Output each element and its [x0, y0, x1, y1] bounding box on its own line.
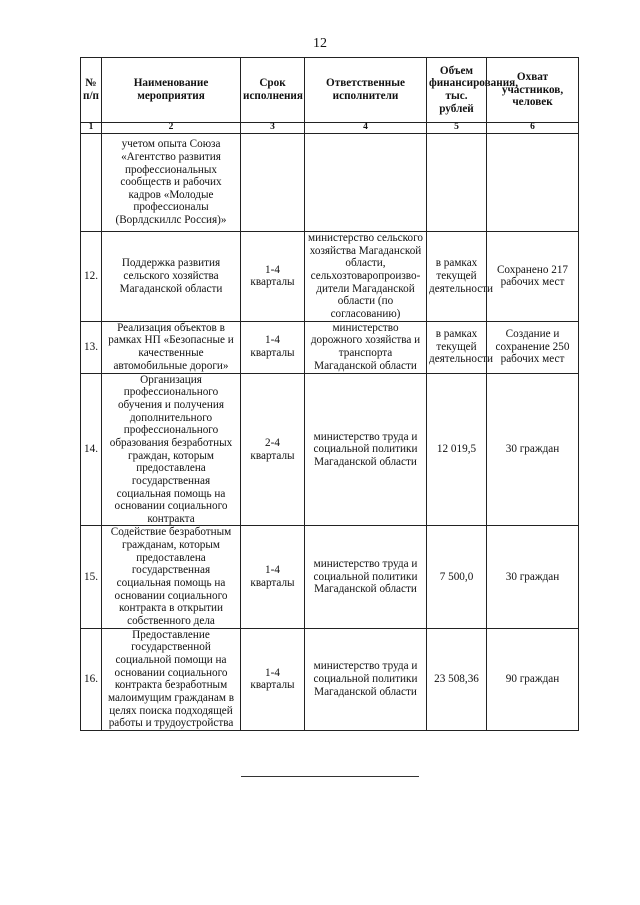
- event-funding: 7 500,0: [427, 526, 487, 628]
- row-number: 12.: [81, 232, 102, 322]
- event-term: 1-4 кварталы: [241, 526, 305, 628]
- event-responsible: министерство труда и социальной политики Магаданской области: [305, 526, 427, 628]
- column-number: 3: [241, 123, 305, 134]
- event-term: 2-4 кварталы: [241, 373, 305, 526]
- header-event-name: Наименование мероприятия: [102, 58, 241, 123]
- row-number: 15.: [81, 526, 102, 628]
- event-name: учетом опыта Союза «Агентство развития профессиональных сообществ и рабочих кадров «Молодые профессионалы (Ворлдскиллс Россия)»: [102, 134, 241, 232]
- row-number: [81, 134, 102, 232]
- event-term: 1-4 кварталы: [241, 628, 305, 730]
- event-name: Поддержка развития сельского хозяйства Магаданской области: [102, 232, 241, 322]
- event-term: 1-4 кварталы: [241, 321, 305, 373]
- page-number: 12: [313, 36, 327, 51]
- event-funding: в рамках текущей деятельности: [427, 232, 487, 322]
- event-responsible: министерство труда и социальной политики Магаданской области: [305, 373, 427, 526]
- header-number: № п/п: [81, 58, 102, 123]
- column-number: 5: [427, 123, 487, 134]
- event-funding: 23 508,36: [427, 628, 487, 730]
- event-name: Содействие безработным гражданам, которым предоставлена государственная социальная помощь на основании социального контракта в открытии собственного дела: [102, 526, 241, 628]
- column-number: 2: [102, 123, 241, 134]
- event-term: [241, 134, 305, 232]
- event-term: 1-4 кварталы: [241, 232, 305, 322]
- table-row: [81, 134, 579, 232]
- column-number: 6: [487, 123, 579, 134]
- header-coverage: Охват участников, человек: [487, 58, 579, 123]
- event-funding: 12 019,5: [427, 373, 487, 526]
- table-row: [81, 321, 579, 373]
- column-number: 4: [305, 123, 427, 134]
- event-coverage: 30 граждан: [487, 526, 579, 628]
- event-coverage: Сохранено 217 рабочих мест: [487, 232, 579, 322]
- event-coverage: Создание и сохранение 250 рабочих мест: [487, 321, 579, 373]
- event-responsible: министерство труда и социальной политики Магаданской области: [305, 628, 427, 730]
- table-row: [81, 232, 579, 322]
- event-coverage: 30 граждан: [487, 373, 579, 526]
- header-term: Срок исполнения: [241, 58, 305, 123]
- event-responsible: [305, 134, 427, 232]
- event-funding: [427, 134, 487, 232]
- event-funding: в рамках текущей деятельности: [427, 321, 487, 373]
- closing-rule: [241, 776, 419, 777]
- row-number: 13.: [81, 321, 102, 373]
- header-funding: Объем финансирования, тыс. рублей: [427, 58, 487, 123]
- column-number: 1: [81, 123, 102, 134]
- event-name: Реализация объектов в рамках НП «Безопасные и качественные автомобильные дороги»: [102, 321, 241, 373]
- event-name: Предоставление государственной социальной помощи на основании социального контракта безработным малоимущим гражданам в целях поиска подходящей работы и трудоустройства: [102, 628, 241, 730]
- event-responsible: министерство дорожного хозяйства и транспорта Магаданской области: [305, 321, 427, 373]
- column-number-row: [81, 123, 579, 134]
- table-row: [81, 373, 579, 526]
- table-row: [81, 526, 579, 628]
- header-responsible: Ответственные исполнители: [305, 58, 427, 123]
- event-coverage: 90 граждан: [487, 628, 579, 730]
- event-coverage: [487, 134, 579, 232]
- table-row: [81, 628, 579, 730]
- event-name: Организация профессионального обучения и получения дополнительного профессионального образования безработных граждан, которым предоставлена государственная социальная помощь на основании социального контракта: [102, 373, 241, 526]
- row-number: 14.: [81, 373, 102, 526]
- row-number: 16.: [81, 628, 102, 730]
- activities-table: [80, 57, 579, 731]
- table-header-row: [81, 58, 579, 123]
- event-responsible: министерство сельского хозяйства Магаданской области, сельхозтоваропроизво- дители Магаданской области (по согласованию): [305, 232, 427, 322]
